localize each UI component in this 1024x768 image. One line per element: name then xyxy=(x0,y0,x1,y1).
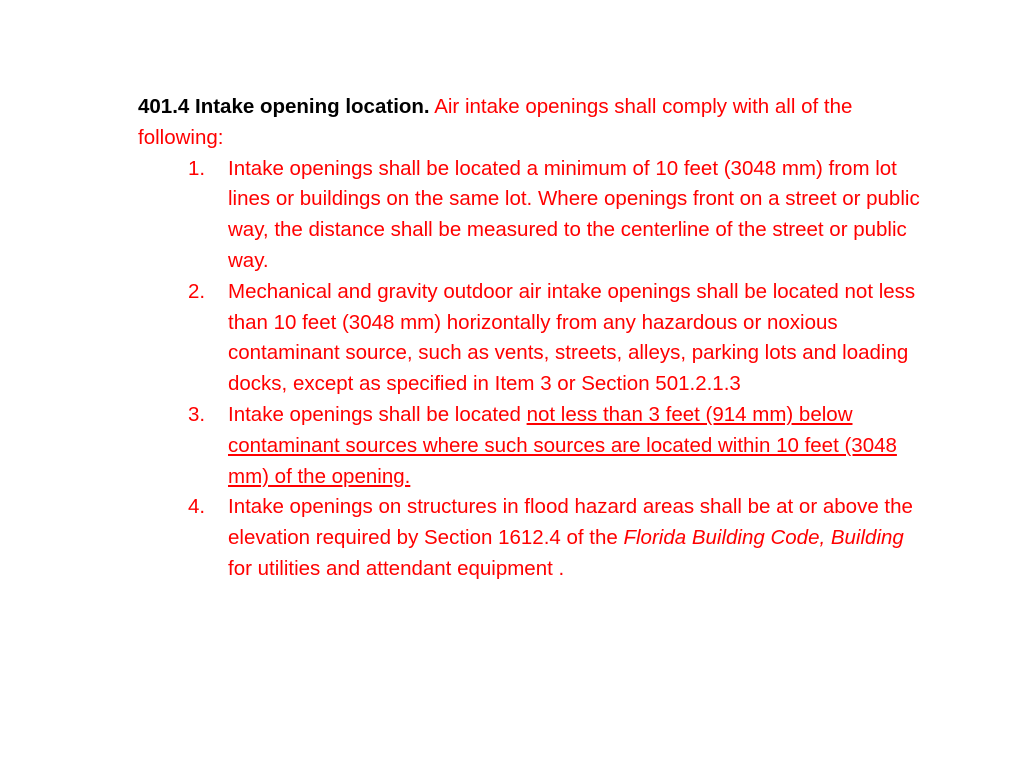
list-item xyxy=(138,277,928,400)
list-item-number: 2. xyxy=(188,279,206,303)
list-item-text: Intake openings on structures in flood hazard areas shall be at or above the elevation required by Section 1612.4 of the xyxy=(228,495,913,550)
list-item-number: 3. xyxy=(188,402,206,426)
list-item xyxy=(138,400,928,492)
list-item xyxy=(138,492,928,584)
slide-content xyxy=(138,92,928,585)
list-item-text: Intake openings shall be located xyxy=(228,402,527,426)
list-item-number: 4. xyxy=(188,495,206,519)
list-item xyxy=(138,154,928,277)
list-item-text-after: for utilities and attendant equipment . xyxy=(228,556,565,580)
code-reference-italic: Florida Building Code, Building xyxy=(623,526,904,550)
section-intro xyxy=(138,92,928,154)
requirements-list xyxy=(138,154,928,585)
section-heading: 401.4 Intake opening location. xyxy=(138,95,430,118)
list-item-text: Intake openings shall be located a minimum of 10 feet (3048 mm) from lot lines or buildings on the same lot. Where openings front on a street or public way, the distance shall be measured to the centerline of the street or public way. xyxy=(228,156,920,272)
list-item-text: Mechanical and gravity outdoor air intake openings shall be located not less than 10 feet (3048 mm) horizontally from any hazardous or noxious contaminant source, such as vents, streets, alleys, parking lots and loading docks, except as specified in Item 3 or Section 501.2.1.3 xyxy=(228,279,916,396)
list-item-underlined-text: not less than 3 feet (914 mm) below contaminant sources where such sources are located within 10 feet (3048 mm) of the opening. xyxy=(228,402,897,488)
list-item-number: 1. xyxy=(188,156,206,180)
section-intro-text: Air intake openings shall comply with all of the following: xyxy=(138,95,853,149)
